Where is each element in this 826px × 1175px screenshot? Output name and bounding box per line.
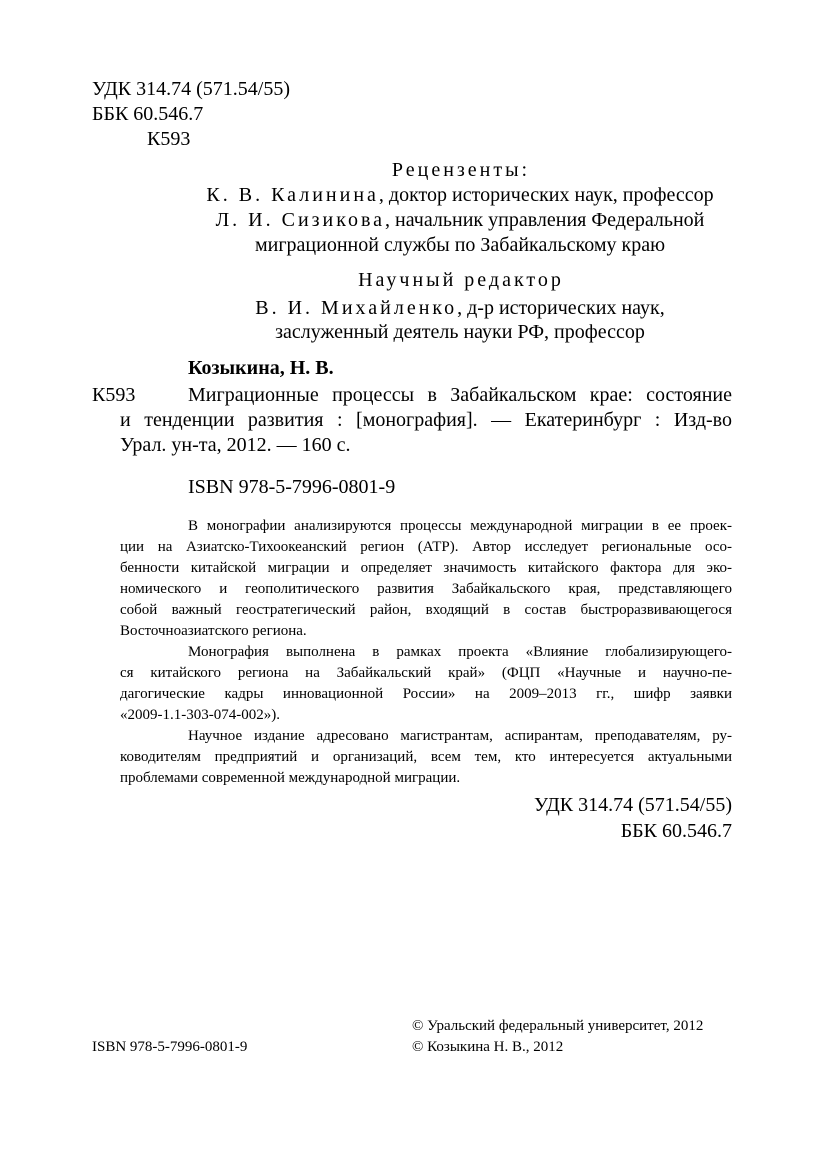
bbk-code-bottom: ББК 60.546.7 <box>620 820 732 842</box>
editor-name: В. И. Михайленко <box>255 297 458 319</box>
isbn-main: ISBN 978-5-7996-0801-9 <box>188 476 396 498</box>
copyright-university: © Уральский федеральный университет, 2012 <box>412 1018 704 1034</box>
isbn-footer: ISBN 978-5-7996-0801-9 <box>92 1039 248 1055</box>
reviewers-heading: Рецензенты: <box>391 159 531 181</box>
bibliographic-line-3: Урал. ун-та, 2012. — 160 с. <box>120 434 351 456</box>
abstract-p3-line-3: проблемами современной международной миграции. <box>120 770 461 786</box>
bibliographic-line-2: и тенденции развития : [монография]. — Екатеринбург : Изд-во <box>120 409 732 431</box>
reviewer-1-name: К. В. Калинина <box>206 184 379 206</box>
bibliographic-mark: К593 <box>92 384 136 406</box>
bbk-code-top: ББК 60.546.7 <box>92 103 204 125</box>
editor-info: , д-р исторических наук, <box>457 297 665 319</box>
abstract-p1-line-5: собой важный геостратегический район, входящий в состав быстроразвивающегося <box>120 602 732 618</box>
abstract-p2-line-4: «2009-1.1-303-074-002»). <box>120 707 280 723</box>
editor-heading: Научный редактор <box>358 269 564 291</box>
editor-info-continued: заслуженный деятель науки РФ, профессор <box>275 321 645 343</box>
udk-code-bottom: УДК 314.74 (571.54/55) <box>534 794 732 816</box>
reviewer-2 <box>150 208 770 232</box>
bibliographic-line-1: Миграционные процессы в Забайкальском крае: состояние <box>188 384 732 406</box>
reviewer-2-info: , начальник управления Федеральной <box>385 209 705 231</box>
abstract-p2-line-2: ся китайского региона на Забайкальский край» (ФЦП «Научные и научно-пе- <box>120 665 732 681</box>
abstract-p2-line-1: Монография выполнена в рамках проекта «Влияние глобализирующего- <box>188 644 732 660</box>
abstract-p1-line-4: номического и геополитического развития Забайкальского края, представляющего <box>120 581 732 597</box>
abstract-p3-line-2: ководителям предприятий и организаций, всем тем, кто интересуется актуальными <box>120 749 732 765</box>
reviewer-2-name: Л. И. Сизикова <box>215 209 386 231</box>
author-mark-top: К593 <box>147 128 191 150</box>
reviewer-2-info-continued: миграционной службы по Забайкальскому краю <box>254 234 666 256</box>
author-heading: Козыкина, Н. В. <box>188 357 334 379</box>
abstract-p1-line-1: В монографии анализируются процессы международной миграции в ее проек- <box>188 518 732 534</box>
reviewer-1-info: , доктор исторических наук, профессор <box>378 184 714 206</box>
udk-code-top: УДК 314.74 (571.54/55) <box>92 78 290 100</box>
editor-entry <box>150 296 770 320</box>
abstract-p2-line-3: дагогические кадры инновационной России» на 2009–2013 гг., шифр заявки <box>120 686 732 702</box>
copyright-author: © Козыкина Н. В., 2012 <box>412 1039 564 1055</box>
abstract-p1-line-2: ции на Азиатско-Тихоокеанский регион (АТР). Автор исследует региональные осо- <box>120 539 732 555</box>
abstract-p1-line-6: Восточноазиатского региона. <box>120 623 307 639</box>
reviewer-1 <box>150 183 770 207</box>
abstract-p3-line-1: Научное издание адресовано магистрантам, аспирантам, преподавателям, ру- <box>188 728 732 744</box>
abstract-p1-line-3: бенности китайской миграции и определяет значимость китайского фактора для эко- <box>120 560 732 576</box>
